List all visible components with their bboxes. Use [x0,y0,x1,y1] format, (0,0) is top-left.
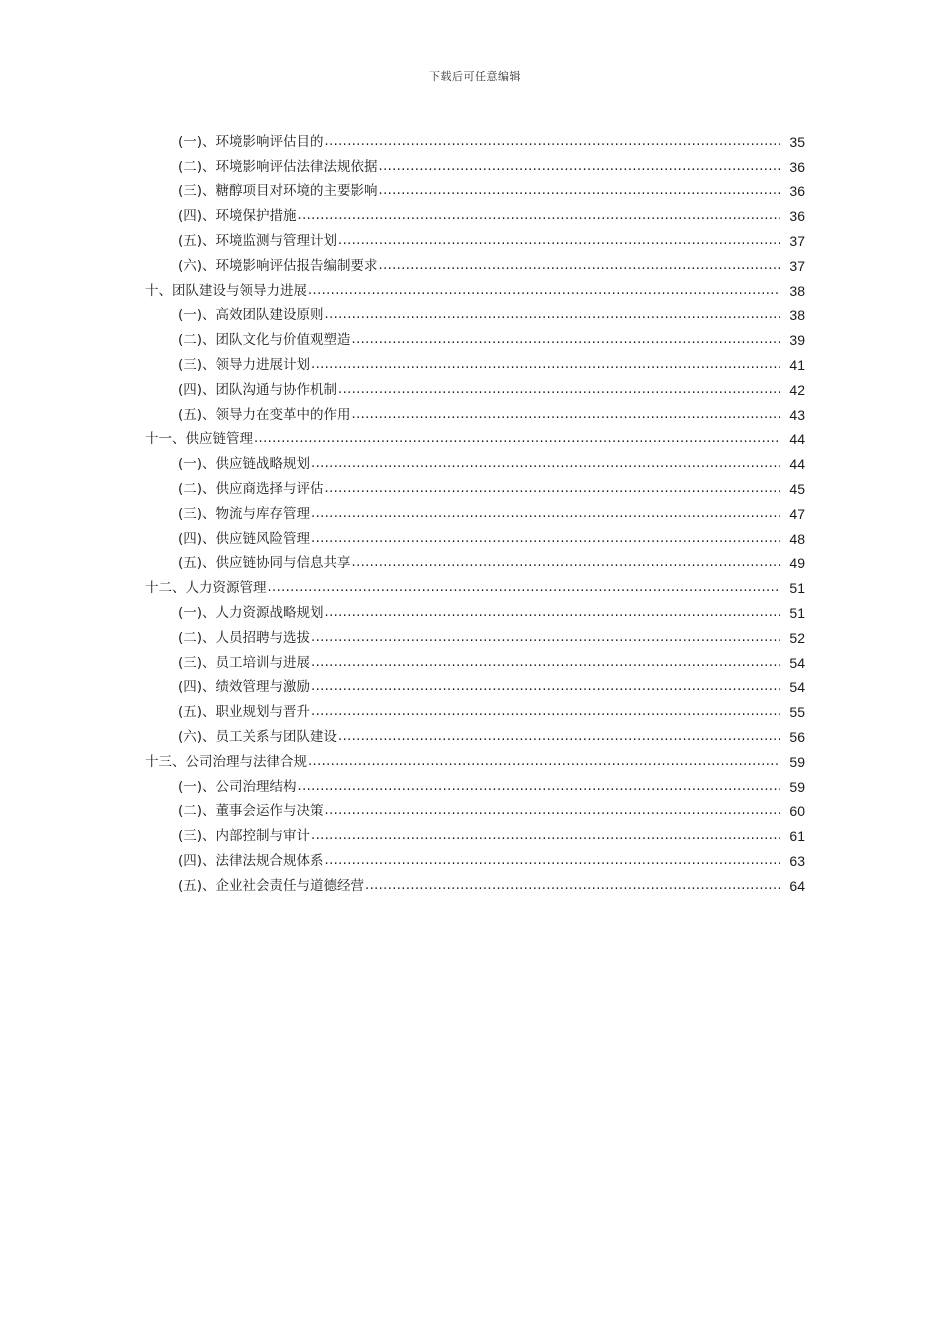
toc-section-entry[interactable] [0,349,950,374]
toc-entry-title: (一)、供应链战略规划 [178,456,311,473]
toc-dot-leader [311,455,780,473]
toc-page-number: 56 [789,728,805,745]
toc-dot-leader [379,257,780,275]
toc-page-number: 61 [789,828,805,845]
toc-section-entry[interactable] [0,498,950,523]
toc-section-entry[interactable] [0,696,950,721]
toc-dot-leader [254,430,780,448]
toc-section-entry[interactable] [0,300,950,325]
toc-section-entry[interactable] [0,374,950,399]
toc-entry-title: (一)、高效团队建设原则 [178,307,324,324]
toc-entry-title: 十、团队建设与领导力进展 [145,282,307,299]
toc-dot-leader [325,480,780,498]
toc-page-number: 38 [789,282,805,299]
toc-entry-title: (三)、物流与库存管理 [178,505,311,522]
toc-page-number: 51 [789,580,805,597]
toc-entry-title: (二)、环境影响评估法律法规依据 [178,158,378,175]
toc-page-number: 35 [789,133,805,150]
toc-section-entry[interactable] [0,250,950,275]
toc-dot-leader [338,232,780,250]
table-of-contents [0,126,950,895]
toc-page-number: 44 [789,431,805,448]
toc-page-number: 63 [789,852,805,869]
toc-dot-leader [365,877,780,895]
toc-dot-leader [311,703,780,721]
toc-section-entry[interactable] [0,448,950,473]
toc-entry-title: (二)、董事会运作与决策 [178,803,324,820]
toc-entry-title: 十三、公司治理与法律合规 [145,753,307,770]
toc-dot-leader [325,802,780,820]
toc-page-number: 37 [789,257,805,274]
toc-section-entry[interactable] [0,151,950,176]
toc-dot-leader [325,306,780,324]
toc-entry-title: (一)、环境影响评估目的 [178,133,324,150]
toc-section-entry[interactable] [0,721,950,746]
toc-page-number: 49 [789,555,805,572]
toc-dot-leader [298,207,780,225]
toc-dot-leader [325,604,780,622]
toc-page-number: 36 [789,158,805,175]
toc-entry-title: (二)、团队文化与价值观塑造 [178,332,351,349]
toc-chapter-entry[interactable] [0,424,950,449]
toc-entry-title: (四)、绩效管理与激励 [178,679,311,696]
toc-page-number: 60 [789,803,805,820]
toc-dot-leader [325,852,780,870]
toc-dot-leader [379,182,780,200]
toc-page-number: 64 [789,877,805,894]
toc-dot-leader [352,406,780,424]
toc-dot-leader [338,381,780,399]
toc-dot-leader [338,728,780,746]
toc-dot-leader [352,554,780,572]
toc-entry-title: (五)、环境监测与管理计划 [178,232,338,249]
toc-section-entry[interactable] [0,597,950,622]
toc-dot-leader [352,331,780,349]
toc-section-entry[interactable] [0,845,950,870]
toc-entry-title: (五)、职业规划与晋升 [178,704,311,721]
toc-section-entry[interactable] [0,672,950,697]
toc-page-number: 36 [789,208,805,225]
toc-section-entry[interactable] [0,647,950,672]
toc-entry-title: (五)、供应链协同与信息共享 [178,555,351,572]
toc-entry-title: (四)、环境保护措施 [178,208,297,225]
toc-chapter-entry[interactable] [0,572,950,597]
toc-page-number: 54 [789,654,805,671]
toc-section-entry[interactable] [0,126,950,151]
toc-section-entry[interactable] [0,324,950,349]
toc-entry-title: (六)、员工关系与团队建设 [178,728,338,745]
toc-entry-title: (三)、糖醇项目对环境的主要影响 [178,183,378,200]
toc-dot-leader [311,356,780,374]
toc-chapter-entry[interactable] [0,746,950,771]
toc-entry-title: (三)、员工培训与进展 [178,654,311,671]
toc-dot-leader [311,827,780,845]
toc-page-number: 51 [789,604,805,621]
toc-section-entry[interactable] [0,176,950,201]
toc-entry-title: 十二、人力资源管理 [145,580,267,597]
toc-section-entry[interactable] [0,548,950,573]
toc-section-entry[interactable] [0,200,950,225]
toc-page-number: 59 [789,753,805,770]
toc-section-entry[interactable] [0,796,950,821]
toc-dot-leader [379,158,780,176]
toc-page-number: 36 [789,183,805,200]
toc-page-number: 55 [789,704,805,721]
toc-dot-leader [311,678,780,696]
toc-dot-leader [311,530,780,548]
toc-page-number: 54 [789,679,805,696]
toc-entry-title: (三)、内部控制与审计 [178,828,311,845]
toc-page-number: 41 [789,356,805,373]
toc-page-number: 37 [789,232,805,249]
toc-section-entry[interactable] [0,225,950,250]
toc-entry-title: (四)、供应链风险管理 [178,530,311,547]
toc-entry-title: (二)、人员招聘与选拔 [178,629,311,646]
toc-chapter-entry[interactable] [0,275,950,300]
toc-section-entry[interactable] [0,771,950,796]
toc-dot-leader [308,282,780,300]
toc-entry-title: (一)、人力资源战略规划 [178,604,324,621]
toc-entry-title: (五)、企业社会责任与道德经营 [178,877,365,894]
toc-dot-leader [308,753,780,771]
toc-dot-leader [268,579,781,597]
toc-page-number: 43 [789,406,805,423]
toc-entry-title: (六)、环境影响评估报告编制要求 [178,257,378,274]
toc-page-number: 47 [789,505,805,522]
toc-page-number: 52 [789,629,805,646]
toc-entry-title: 十一、供应链管理 [145,431,253,448]
toc-page-number: 59 [789,778,805,795]
toc-entry-title: (三)、领导力进展计划 [178,356,311,373]
toc-dot-leader [311,505,780,523]
toc-entry-title: (二)、供应商选择与评估 [178,480,324,497]
toc-entry-title: (五)、领导力在变革中的作用 [178,406,351,423]
toc-section-entry[interactable] [0,622,950,647]
page-header: 下载后可任意编辑 [429,70,521,83]
toc-section-entry[interactable] [0,399,950,424]
toc-section-entry[interactable] [0,523,950,548]
toc-dot-leader [298,778,780,796]
toc-page-number: 45 [789,480,805,497]
toc-dot-leader [325,133,780,151]
toc-page-number: 39 [789,332,805,349]
toc-page-number: 48 [789,530,805,547]
toc-dot-leader [311,654,780,672]
toc-entry-title: (四)、法律法规合规体系 [178,852,324,869]
toc-section-entry[interactable] [0,473,950,498]
toc-dot-leader [311,629,780,647]
toc-page-number: 44 [789,456,805,473]
toc-entry-title: (一)、公司治理结构 [178,778,297,795]
toc-page-number: 42 [789,381,805,398]
toc-section-entry[interactable] [0,820,950,845]
toc-section-entry[interactable] [0,870,950,895]
toc-entry-title: (四)、团队沟通与协作机制 [178,381,338,398]
toc-page-number: 38 [789,307,805,324]
